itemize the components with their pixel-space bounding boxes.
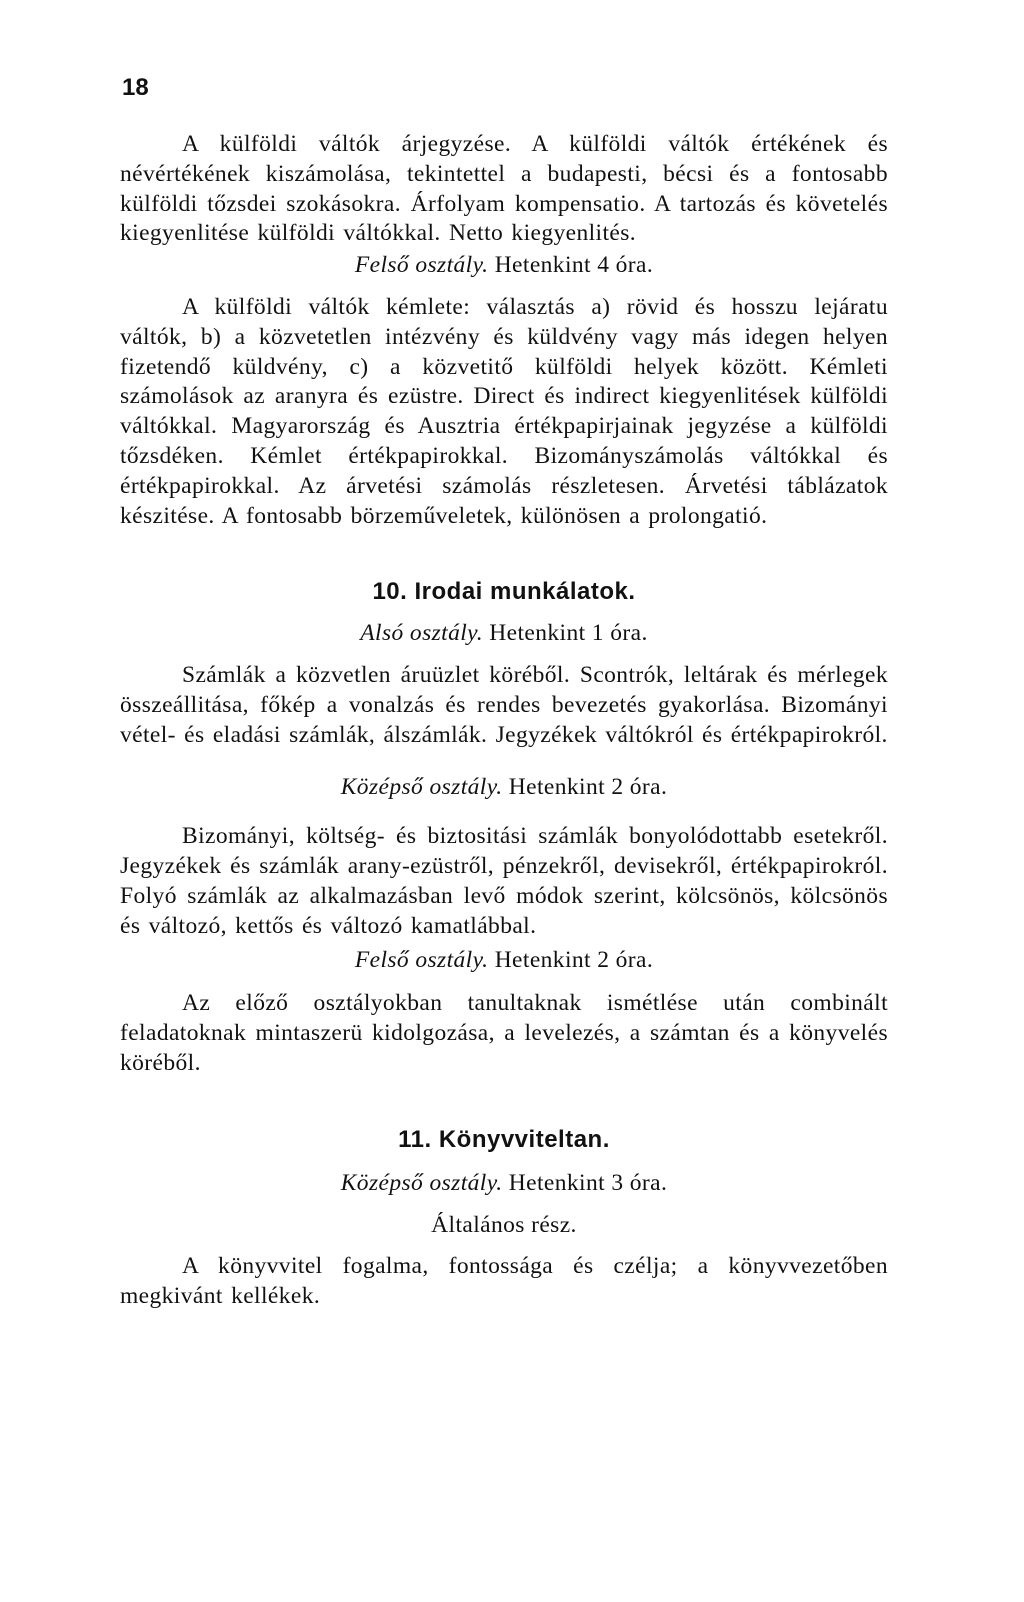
subheading-general-part: Általános rész. bbox=[431, 1211, 577, 1238]
paragraph-bookkeeping-concept: A könyvvitel fogalma, fontossága és czélja; a könyvvezetőben megkivánt kellékek. bbox=[120, 1253, 888, 1310]
paragraph-invoices: Számlák a közvetlen áruüzlet köréből. Scontrók, leltárak és mérlegek összeállitása, főkép a vonalzás és rendes bevezetés gyakorlása. Bizományi vétel- és eladási számlák, álszámlák. Jegyzékek váltókról és értékpapirokról. bbox=[120, 662, 888, 748]
paragraph-combined-tasks: Az előző osztályokban tanultaknak ismétlése után combinált feladatoknak mintaszerü kidolgozása, a levelezés, a számtan és a könyvelés köréből. bbox=[120, 990, 888, 1076]
paragraph-foreign-bills: A külföldi váltók árjegyzése. A külföldi váltók értékének és névértékének kiszámolása, tekintettel a budapesti, bécsi és a fontosabb külföldi tőzsdei szokásokra. Árfolyam kompensatio. A tartozás és követelés kiegyenlitése külföldi váltókkal. Netto kiegyenlités. bbox=[120, 131, 888, 247]
class-line-upper-2 bbox=[120, 946, 888, 976]
class-name: Felső osztály. bbox=[354, 252, 489, 279]
weekly-hours: Hetenkint 2 óra. bbox=[508, 773, 668, 800]
class-name: Középső osztály. bbox=[340, 773, 503, 800]
weekly-hours: Hetenkint 3 óra. bbox=[508, 1169, 668, 1196]
class-line-lower bbox=[120, 619, 888, 649]
text-column bbox=[120, 130, 888, 1312]
class-line-middle-1 bbox=[120, 773, 888, 803]
class-name: Középső osztály. bbox=[340, 1169, 503, 1196]
class-line-upper-1 bbox=[120, 251, 888, 281]
class-name: Felső osztály. bbox=[354, 946, 489, 973]
weekly-hours: Hetenkint 1 óra. bbox=[489, 620, 648, 647]
page-number: 18 bbox=[122, 74, 149, 101]
weekly-hours: Hetenkint 4 óra. bbox=[494, 252, 654, 279]
section-heading-11: 11. Könyvviteltan. bbox=[398, 1125, 610, 1153]
class-line-middle-2 bbox=[120, 1169, 888, 1199]
paragraph-exchange-arbitrage: A külföldi váltók kémlete: választás a) rövid és hosszu lejáratu váltók, b) a közvetetlen intézvény és küldvény vagy más idegen helyen fizetendő küldvény, c) a közvetitő külföldi helyek között. Kémleti számolások az aranyra és ezüstre. Direct és indirect kiegyenlitések külföldi váltókkal. Magyarország és Ausztria értékpapirjainak jegyzése a külföldi tőzsdéken. Kémlet értékpapirokkal. Bizományszámolás váltókkal és értékpapirokkal. Az árvetési számolás részletesen. Árvetési táblázatok készitése. A fontosabb börzeműveletek, különösen a prolongatió. bbox=[120, 293, 888, 529]
paragraph-commission-accounts: Bizományi, költség- és biztositási számlák bonyolódottabb esetekről. Jegyzékek és számlák arany-ezüstről, pénzekről, devisekről, értékpapirokról. Folyó számlák az alkalmazásban levő módok szerint, kölcsönös, kölcsönös és változó, kettős és változó kamatlábbal. bbox=[120, 823, 888, 939]
weekly-hours: Hetenkint 2 óra. bbox=[494, 946, 654, 973]
section-heading-10: 10. Irodai munkálatok. bbox=[372, 578, 636, 606]
class-name: Alsó osztály. bbox=[360, 620, 483, 647]
